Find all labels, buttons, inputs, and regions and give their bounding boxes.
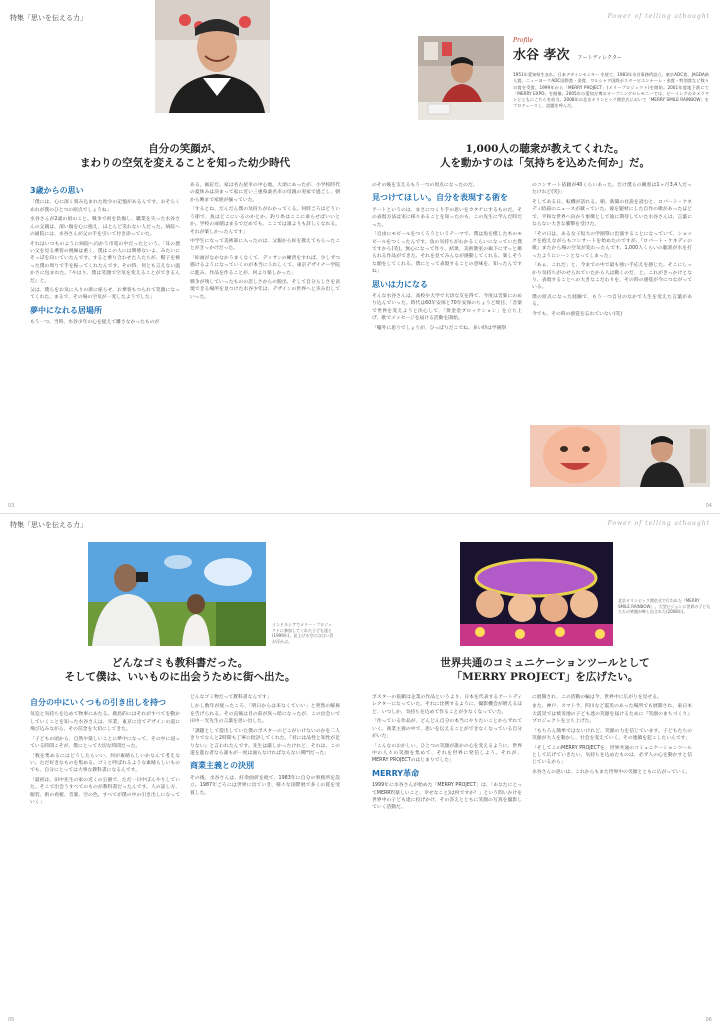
page-number-left: 03 bbox=[8, 503, 15, 509]
paragraph: 「僕には、心に深く刻み込まれた幼少の記憶があるんです。おそらくあれが僕のひとつの原点でしょうね」 bbox=[30, 200, 180, 213]
spread-bottom bbox=[0, 514, 720, 1027]
paragraph: 僕の原点になった経験で、もう一つ自分のなかで人生を変えた言葉がある。 bbox=[532, 294, 692, 308]
paragraph: のその後を支えるもう一つの原点になったのだ。 bbox=[372, 183, 478, 188]
photo-smiling-man bbox=[155, 0, 270, 113]
right-heading-line1: 1,000人の聴衆が教えてくれた。 bbox=[465, 143, 625, 155]
article-column-3 bbox=[372, 182, 522, 504]
paragraph: のコンサート依頼が40くらいあった。だけ僕らの観客は1ヶ月3,4人だったけれど(笑)」 bbox=[532, 183, 692, 196]
left-heading-line1: 自分の笑顔が、 bbox=[148, 143, 222, 155]
paragraph: 「もちろん簡単ではないけれど、笑顔の力を信じています。子どもたちの笑顔が大人を動かし、社会を変えていく。その連鎖を起こしたいんです」 bbox=[532, 728, 692, 742]
article-column-1 bbox=[30, 182, 180, 504]
paragraph: 「自由にモビールをつくろうというテーマで、僕は魚を模した木のモビールをつくったんです。魚の気持ちがわかるくらいになっていた僕ですから(笑)。無心になって作り、結果、美術教室の廊下にずっと飾られる作品ができた。それを見てみんなが感動してくれる。楽しそうな顔をしてくれる。僕にとって表現することの意味を、知ったんですね」 bbox=[372, 232, 522, 275]
paragraph: 「課題として提出していた僕のポスターのどこがいけないのかを二人きりでなんと2時間も丁寧に批評してくれた。『君には品性と知性が足りない』と言われたんです。先生は厳しかったけれど、それは、この道を進む者なら誰もが一度は通らなければならない関門だった」 bbox=[190, 728, 340, 756]
section-tag: 特集「思いを伝える力」 bbox=[10, 521, 87, 529]
paragraph: その後、水谷さんは、紆余曲折を経て、1983年に自分の事務所を設立。1987年ごろには世界に出ていき、様々な国際展で多くの賞を受賞した。 bbox=[190, 775, 340, 796]
right-heading-line1: 世界共通のコミュニケーションツールとして bbox=[440, 657, 650, 669]
left-heading bbox=[40, 142, 330, 170]
paragraph: それはいつものように病院へ向かう市電の中だったという。「耳の悪い父を見る乗客の視線は重く、僕はこの人には関係ないよ、みたいにそっぽを向いていたんです。すると乗り合わせた人たちが、帽子を被った僕の周りで手を振ってくれたんです。その時、何とも言えない温かさに包まれた。『やはり、僕は笑顔で空気を変えることができるんだ』と。 bbox=[30, 241, 180, 284]
left-heading bbox=[30, 656, 330, 684]
paragraph: そんな水谷さんは、高校や大学で大切な友を得て、今度は音楽にのめり込んでいった。時代は60年安保と70年安保のちょうど境目、「音楽で世界を変えようと決心して、「黄金金ブロッケション」を立ち上げ、歌でメッセージを届ける活動を開始。 bbox=[372, 294, 522, 322]
paragraph: 「するとね、だんだん僕の気持ちがわかってくる。何時ごろはどういう節で、魚はどこにいるのかとか。釣り糸はここに垂らせばいいとか。学校の成績はまるでだめでも、ここでは誰よりも詳しくなれる。それが楽しかったんです」 bbox=[190, 207, 340, 235]
paragraph: 「そしてこのMERRY PROJECTを、世界共通のコミュニケーションツールとして広げていきたい。気持ちを込めたものは、必ず人の心を動かすと信じているから」 bbox=[532, 745, 692, 766]
page-number-right: 04 bbox=[705, 503, 712, 509]
paragraph: しかし数年が経ったころ、「明日からは来なくていい」と突然の解雇を告げられる。その直後は目の前が真っ暗になったが、この出会いで田中一光先生の言葉を思い出した。 bbox=[190, 704, 340, 725]
profile-bio: 1951年愛知県生まれ。日本デザインセンター を経て、1983年水谷事務所設立。東京ADC賞、JAGDA新人賞、ニューヨークADC国際賞・金賞、ワルシャワ国際ポスタービエンナーレ・金賞・特別賞など数々の賞を受賞。1999年から「MERRY PROJECT」(メリープロジェクト)を開始。2001年度地下鉄にて「MERRY EXPO」を開催。2005年の愛知万博のオープニングセレモニーでは、ビーイングのカメラマンとともにこちらを担当。2008年の北京オリンピック開会式において「MERRY SMILE RAINBOW」をプロデュースし、話題を呼んだ。 bbox=[513, 72, 709, 109]
subheading-mitsukete: 見つけてほしい。自分を表現する術を bbox=[372, 193, 508, 203]
left-heading-line2: まわりの空気を変えることを知った幼少時代 bbox=[80, 157, 290, 170]
paragraph: 1999年に水谷さんが始めた「MERRY PROJECT」は、「あなたにとってMERRY(楽しいこと、幸せなこと)は何ですか？」という問いかけを世界中の子ども達に投げかけ、その答えとともに笑顔の写真を撮影していく活動だ。 bbox=[372, 783, 522, 811]
subheading-shogyo: 商業主義との決別 bbox=[190, 761, 254, 771]
paragraph: 「作っている作品が、どんどん自分の本当にやりたいことからずれていく。商業主義の中で、思いを伝えることができなくなっている自分がいた」 bbox=[372, 719, 522, 740]
paragraph: 「数を集めるにはどうしたらいい、何が素晴らしいかなんて考えない。ただ好きなものを集める。ゴミと呼ばれるような素晴らしいものでも、自分にとっては大事な教科書になるんです。 bbox=[30, 753, 180, 774]
right-heading bbox=[395, 142, 695, 170]
paragraph: 「あぁ、これだ」と、今までの中で最も強い手応えを感じた。そこにしっかり気持ちがのせられていたから人は動くのだ、と。これがきっかけとなり、表現することへの大きなこだわりを、その時の感覚が今につながっている。 bbox=[532, 263, 692, 291]
photo-caption-1: インドネシアでメリー・プロジェクトに参加してくれた子ども達と(1999年)。見上げる空には白い雲が浮かぶ。 bbox=[272, 622, 334, 644]
photo-baby-poster bbox=[530, 425, 710, 487]
paragraph: 水谷さんが2歳の頃のこと。戦争で祖を負傷し、職業を失った水谷さんの父親は、深い傷を心に抱え、ほとんど笑わない人だった。病院への通院には、水谷さんが父の手を引いて付き添っていた。 bbox=[30, 217, 180, 238]
photo-caption-2: 北京オリンピック開会式で行われた『MERRY SMILE RAINBOW』。大型ビジョンに世界の子どもたちの笑顔が映し出された(2008年)。 bbox=[618, 598, 711, 615]
article-column-4 bbox=[532, 182, 692, 422]
photo-man-at-desk bbox=[418, 36, 504, 120]
subheading-omoi: 思いは力になる bbox=[372, 279, 428, 289]
paragraph: 「最初は、田中先生の家の近くの公園で、ただ一日中ぼんやりしていた。そこで出会うすべてのものが教科書だったんです。人の話し方、服装、街の看板、音楽、空の色。すべてが僕の中の引き出しになっていく」 bbox=[30, 777, 180, 806]
paragraph: また、神戸、スマトラ、四川など震災のあった場所でも展開され、東日本大震災では被災地の子ども達の笑顔を届けるために『笑顔のまちづくり』プロジェクトを立ち上げた。 bbox=[532, 704, 692, 725]
photo-field-children bbox=[88, 542, 266, 646]
profile-role: アートディレクター bbox=[577, 55, 622, 61]
paragraph: 父は、僕らをお気に入りの席に座らせ、お乗客もつられて笑顔になってくれた。まるで、その場の空気が一変したようでした」 bbox=[30, 288, 180, 301]
paragraph: ある。画釘だ。家は名古屋市の中心地。大須にあったが、小学校時代の夏休みは決まって家に近い三重県桑名市の母親の実家で過ごし、朝から晩まで家族が揃っていた。 bbox=[190, 183, 340, 203]
paragraph: もう一つ、当時、水谷少年の心を捉えて離さなかったものが bbox=[30, 320, 160, 326]
paragraph: 気迫と気持ちを込めて物事にあたる。鹿島的にはそれがすべてを動かしていくことを知った水谷さんは、卒業、東京に出てデザインの道に飛び込みながら、その信念を大切にしてきた。 bbox=[30, 712, 180, 733]
subheading-3sai: 3歳からの思い bbox=[30, 186, 84, 195]
subheading-hikidashi: 自分の中にいくつもの引き出しを持つ bbox=[30, 698, 166, 707]
tagline: Power of telling athought bbox=[607, 520, 710, 527]
paragraph: 「嘘外に思うでしょうが、ひっぱりだこでね。多い時は学園祭 bbox=[372, 325, 507, 331]
left-heading-line1: どんなゴミも教科書だった。 bbox=[111, 657, 249, 669]
paragraph: 「その日は、ある女子短大の学園祭に出演することになっていて、ショックを抱えながらもコンサートを始めたのですが、『ロバート・ケネディの歌』またから場の空気が変わったんです。1,000人くらいの聴衆が水を打ったようにシーンとなってしまった」 bbox=[532, 231, 692, 259]
article-column-2 bbox=[190, 182, 340, 504]
paragraph: どんなゴミ物だって教科書なんです」 bbox=[190, 695, 272, 700]
right-heading bbox=[395, 656, 695, 684]
article-column-4 bbox=[532, 694, 692, 1014]
paragraph: 今でも、その時の感覚を忘れていない(笑) bbox=[532, 311, 623, 317]
page-number-right: 06 bbox=[705, 1017, 712, 1023]
paragraph: 水谷さんの思いは、これからもまた世界中の笑顔とともに広がっていく。 bbox=[532, 769, 691, 775]
paragraph: 中学生になって美術部に入ったのは、父親から絵を教えてもらったことがきっかけだった。 bbox=[190, 238, 340, 252]
paragraph: ポスターの依頼は企業の作品というより、日本を代表するアートディレクターになっていた。それに比例するように、撮影機会が増えるほど、いつしか、気持ちを込めて作ることが少なくなっていた。 bbox=[372, 695, 522, 715]
right-heading-line2: 「MERRY PROJECT」を広げたい。 bbox=[451, 671, 639, 684]
article-column-1 bbox=[30, 694, 180, 1014]
profile-name-block bbox=[513, 44, 622, 63]
tagline: Power of telling athought bbox=[607, 13, 710, 20]
paragraph: アートというのは、まさにつくり手の思いをカタチにするものだ。その表現方法は実に様々あることを知ったのも、この先生に学んだ時だった。 bbox=[372, 207, 522, 228]
section-tag: 特集「思いを伝える力」 bbox=[10, 14, 87, 22]
photo-olympic-ceremony bbox=[460, 542, 613, 646]
article-column-2 bbox=[190, 694, 340, 1014]
paragraph: 戦争が残していったものの悲しさからの脱出、そして自分らしさを表現できる場所を見つけた水谷少年は、デザインの世界へと歩み出していった。 bbox=[190, 280, 340, 300]
profile-name: 水谷 孝次 bbox=[513, 48, 570, 63]
paragraph: 「こんなのおかしい。ひとつの笑顔が誰かの心を変えるように、世界中の人々の笑顔を集めて、それを世界に発信しよう。それが、MERRY PROJECTのはじまりでした」 bbox=[372, 743, 522, 764]
profile-label: Profile bbox=[513, 37, 533, 44]
paragraph: 「絵画がなかなかうまくなくて、デッサンの練習をすれば、少しずつ描けるようになっていくのが本当にうれしくて。東京デザイナー学院に進み、作品を作ることが、何より楽しかった」 bbox=[190, 255, 340, 276]
left-heading-line2: そして僕は、いいものに出会うために街へ出た。 bbox=[64, 671, 296, 684]
subheading-ibasho: 夢中になれる居場所 bbox=[30, 305, 102, 315]
paragraph: に展開され、この活動の輪は今、世界中に広がりを見せる。 bbox=[532, 695, 662, 700]
page-number-left: 05 bbox=[8, 1017, 15, 1023]
paragraph: そしてある日、転機が訪れる。朝、新聞の社説を読むと、ロバート・ケネディ暗殺のニュースが載っていた。彼を題材にした自作の歌があったほどで、平和な世界へ向かう象徴として彼に期待していた水谷さんは、言葉にならない大きな衝撃を受けた。 bbox=[532, 199, 692, 228]
paragraph: 「子どもの頃から、自然や楽しいことに夢中になって、その中に浸っている時間こそが、僕にとって大切な時間だった。 bbox=[30, 736, 180, 750]
article-column-3 bbox=[372, 694, 522, 1014]
subheading-merry-kakumei: MERRY革命 bbox=[372, 768, 420, 778]
right-heading-line2: 人を動かすのは「気持ちを込めた何か」だ。 bbox=[440, 157, 650, 170]
